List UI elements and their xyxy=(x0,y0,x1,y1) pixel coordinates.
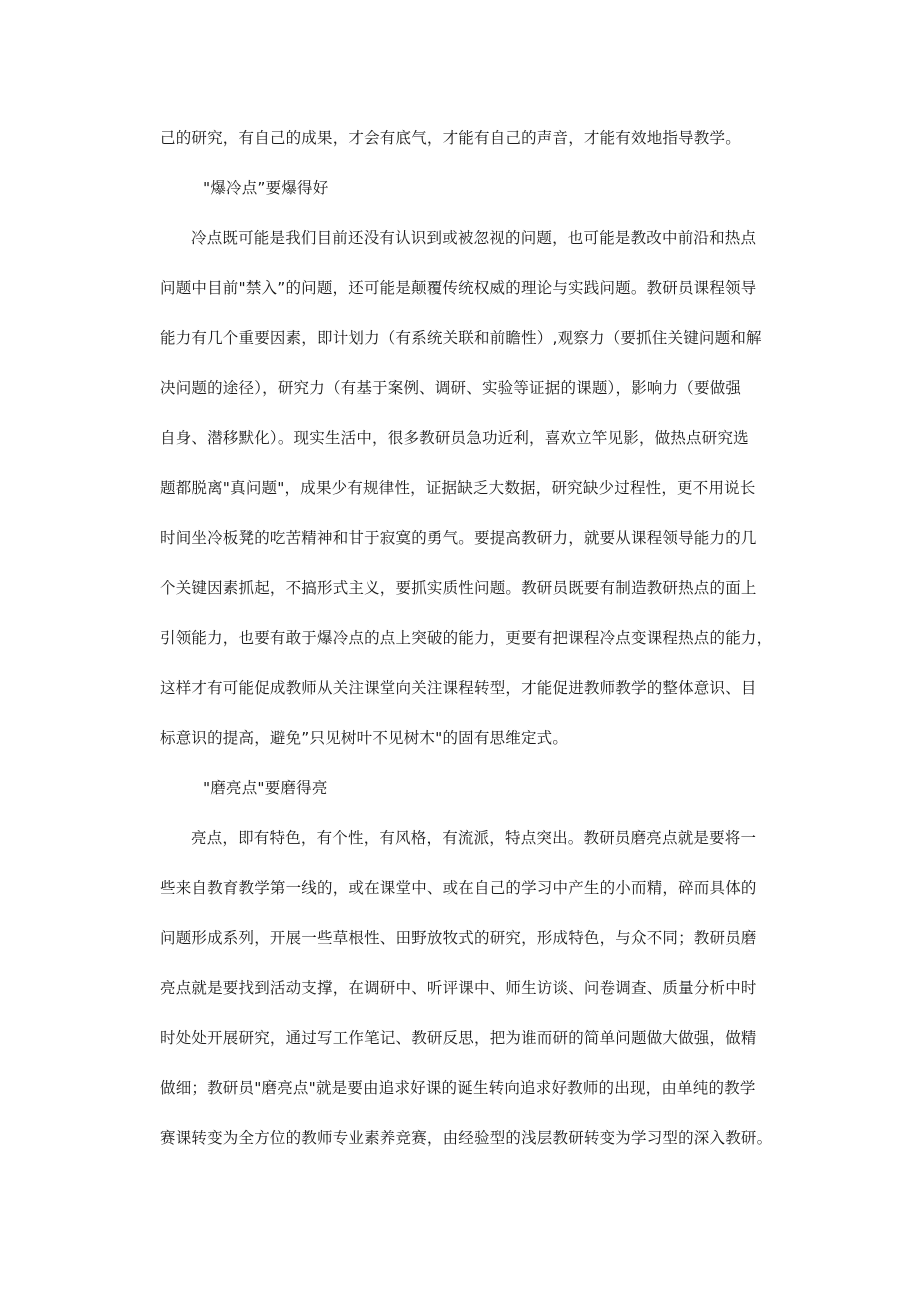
paragraph-1-line-11: 标意识的提高，避免”只见树叶不见树木"的固有思维定式。 xyxy=(160,729,569,747)
paragraph-1-line-7: 时间坐冷板凳的吃苦精神和甘于寂寞的勇气。要提高教研力，就要从课程领导能力的几 xyxy=(160,529,757,547)
paragraph-1-line-9: 引领能力，也要有敢于爆冷点的点上突破的能力，更要有把课程冷点变课程热点的能力， xyxy=(160,629,773,647)
paragraph-2-line-2: 些来自教育教学第一线的，或在课堂中、或在自己的学习中产生的小而精，碎而具体的 xyxy=(160,879,757,897)
paragraph-1-line-1: 冷点既可能是我们目前还没有认识到或被忽视的问题，也可能是教改中前沿和热点 xyxy=(191,229,757,247)
section-heading-bao-leng-dian: "爆冷点”要爆得好 xyxy=(203,179,329,197)
paragraph-1-line-4: 决问题的途径），研究力（有基于案例、调研、实验等证据的课题），影响力（要做强 xyxy=(160,379,742,397)
paragraph-2-line-1: 亮点，即有特色，有个性，有风格，有流派，特点突出。教研员磨亮点就是要将一 xyxy=(191,829,757,847)
paragraph-1-line-6: 题都脱离"真问题"，成果少有规律性，证据缺乏大数据，研究缺少过程性，更不用说长 xyxy=(160,479,756,497)
paragraph-1-line-2: 问题中目前"禁入”的问题，还可能是颠覆传统权威的理论与实践问题。教研员课程领导 xyxy=(160,279,757,297)
paragraph-1-line-8: 个关键因素抓起，不搞形式主义，要抓实质性问题。教研员既要有制造教研热点的面上 xyxy=(160,579,757,597)
paragraph-2-line-5: 时处处开展研究，通过写工作笔记、教研反思，把为谁而研的简单问题做大做强，做精 xyxy=(160,1029,757,1047)
paragraph-0-line-1: 己的研究，有自己的成果，才会有底气，才能有自己的声音，才能有效地指导教学。 xyxy=(160,129,741,147)
paragraph-1-line-10: 这样才有可能促成教师从关注课堂向关注课程转型，才能促进教师教学的整体意识、目 xyxy=(160,679,757,697)
paragraph-2-line-3: 问题形成系列，开展一些草根性、田野放牧式的研究，形成特色，与众不同；教研员磨 xyxy=(160,929,757,947)
section-heading-mo-liang-dian: "磨亮点"要磨得亮 xyxy=(203,779,328,797)
paragraph-1-line-3: 能力有几个重要因素，即计划力（有系统关联和前瞻性）,观察力（要抓住关键问题和解 xyxy=(160,329,762,347)
paragraph-1-line-5: 自身、潜移默化）。现实生活中，很多教研员急功近利，喜欢立竿见影，做热点研究选 xyxy=(160,429,749,447)
paragraph-2-line-6: 做细；教研员"磨亮点"就是要由追求好课的诞生转向追求好教师的出现，由单纯的教学 xyxy=(160,1079,756,1097)
paragraph-2-line-7: 赛课转变为全方位的教师专业素养竞赛，由经验型的浅层教研转变为学习型的深入教研。 xyxy=(160,1129,773,1147)
paragraph-2-line-4: 亮点就是要找到活动支撑，在调研中、听评课中、师生访谈、问卷调查、质量分析中时 xyxy=(160,979,757,997)
